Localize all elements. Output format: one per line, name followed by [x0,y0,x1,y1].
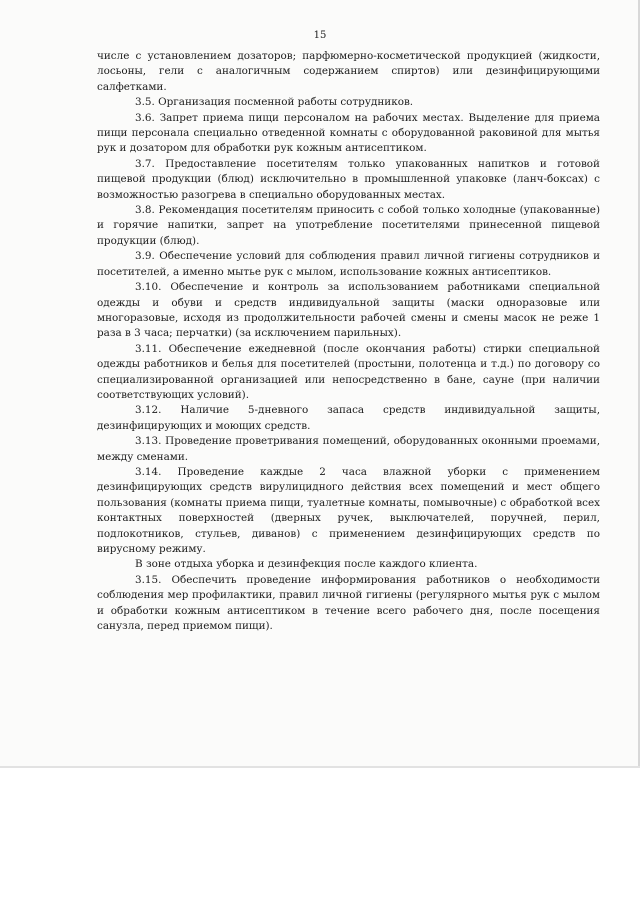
paragraph-3-5: 3.5. Организация посменной работы сотрудников. [135,96,414,109]
paragraph-3-12: 3.12. Наличие 5-дневного запаса средств индивидуальной защиты, дезинфицирующих и моющих средств. [97,404,600,432]
page-number: 15 [313,30,327,41]
paragraph-3-7: 3.7. Предоставление посетителям только упакованных напитков и готовой пищевой продукции (блюд) исключительно в промышленной упаковке (ланч-боксах) с возможностью разогрева в специально оборудованных местах. [97,157,600,201]
blank-area [0,768,640,905]
paragraph-3-10: 3.10. Обеспечение и контроль за использованием работниками специальной одежды и обуви и средств индивидуальной защиты (маски одноразовые или многоразовые, исходя из продолжительности рабочей смены и смены масок не реже 1 раза в 3 часа; перчатки) (за исключением парильных). [97,281,600,340]
paragraph-rest-zone: В зоне отдыха уборка и дезинфекция после каждого клиента. [135,558,478,571]
paragraph-3-8: 3.8. Рекомендация посетителям приносить с собой только холодные (упакованные) и горячие напитки, запрет на употребление посетителями принесенной пищевой продукции (блюд). [97,204,600,247]
paragraph-3-6: 3.6. Запрет приема пищи персоналом на рабочих местах. Выделение для приема пищи персонала специально отведенной комнаты с оборудованной раковиной для мытья рук и дозатором для обработки рук кожным антисептиком. [97,111,600,155]
document-body [97,49,600,634]
paragraph-3-13: 3.13. Проведение проветривания помещений, оборудованных оконными проемами, между сменами. [97,435,600,463]
paragraph-3-9: 3.9. Обеспечение условий для соблюдения правил личной гигиены сотрудников и посетителей, а именно мытье рук с мылом, использование кожных антисептиков. [97,250,600,278]
paragraph-3-15: 3.15. Обеспечить проведение информирования работников о необходимости соблюдения мер профилактики, правил личной гигиены (регулярного мытья рук с мылом и обработки кожным антисептиком в течение всего рабочего дня, после посещения санузла, перед приемом пищи). [97,573,600,633]
paragraph-continuation: числе с установлением дозаторов; парфюмерно-косметической продукцией (жидкости, лосьоны, гели с аналогичным содержанием спиртов) или дезинфицирующими салфетками. [97,50,600,93]
paragraph-3-14: 3.14. Проведение каждые 2 часа влажной уборки с применением дезинфицирующих средств вирулицидного действия всех помещений и мест общего пользования (комнаты приема пищи, туалетные комнаты, помывочные) с обработкой всех контактных поверхностей (дверных ручек, выключателей, поручней, перил, подлокотников, стульев, диванов) с применением дезинфицирующих средств по вирусному режиму. [97,465,600,555]
paragraph-3-11: 3.11. Обеспечение ежедневной (после окончания работы) стирки специальной одежды работников и белья для посетителей (простыни, полотенца и т.д.) по договору со специализированной организацией или непосредственно в бане, сауне (при наличии соответствующих условий). [97,342,600,401]
